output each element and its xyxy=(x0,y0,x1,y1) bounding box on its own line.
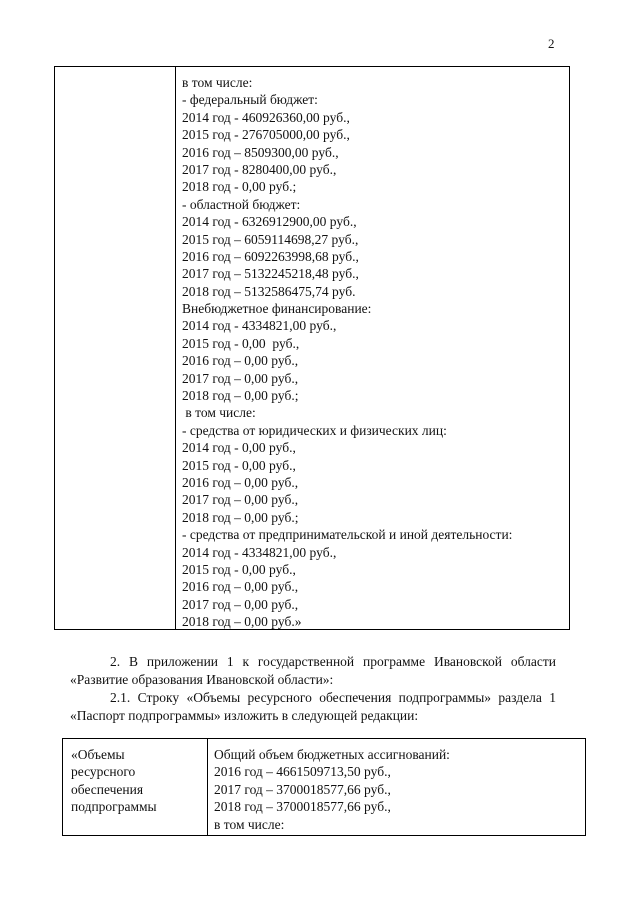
table-line: 2017 год – 5132245218,48 руб., xyxy=(182,266,359,282)
table-column-divider xyxy=(175,67,176,629)
table-line: 2016 год – 0,00 руб., xyxy=(182,474,299,490)
table-line: 2018 год – 0,00 руб.» xyxy=(182,614,302,630)
paragraph-text: 2.1. Строку «Объемы ресурсного обеспечения подпрограммы» раздела 1 «Паспорт подпрограммы» изложить в следующей редакции: xyxy=(70,690,556,723)
table-cell-right xyxy=(214,746,580,833)
table-line: - федеральный бюджет: xyxy=(182,92,318,108)
table-line: 2018 год – 0,00 руб.; xyxy=(182,509,299,525)
table-line: 2015 год – 6059114698,27 руб., xyxy=(182,231,359,247)
subprogram-funding-table xyxy=(62,738,586,836)
table-line: 2018 год – 3700018577,66 руб., xyxy=(214,799,391,815)
table-line: в том числе: xyxy=(182,405,256,421)
table-line: 2016 год – 0,00 руб., xyxy=(182,353,299,369)
table-line: 2018 год - 0,00 руб.; xyxy=(182,179,297,195)
table-line: обеспечения xyxy=(71,781,144,797)
table-line: 2014 год - 0,00 руб., xyxy=(182,440,296,456)
table-line: - областной бюджет: xyxy=(182,196,301,212)
table-line: - средства от юридических и физических лиц: xyxy=(182,422,447,438)
table-line: «Объемы xyxy=(71,747,125,762)
table-line: Внебюджетное финансирование: xyxy=(182,301,372,317)
funding-table-continuation xyxy=(54,66,570,630)
table-line: - средства от предпринимательской и иной деятельности: xyxy=(182,527,513,543)
paragraph-amendment xyxy=(70,653,556,689)
paragraph-text: 2. В приложении 1 к государственной программе Ивановской области «Развитие образования Ивановской области»: xyxy=(70,654,556,687)
table-line: 2015 год - 0,00 руб., xyxy=(182,561,296,577)
table-line: 2017 год – 0,00 руб., xyxy=(182,370,299,386)
table-line: 2017 год – 0,00 руб., xyxy=(182,492,299,508)
table-column-divider xyxy=(207,739,208,835)
table-line: 2018 год – 5132586475,74 руб. xyxy=(182,283,356,299)
table-cell-left xyxy=(71,746,203,816)
table-line: в том числе: xyxy=(214,816,285,832)
table-line: 2016 год – 8509300,00 руб., xyxy=(182,144,339,160)
table-line: 2015 год - 276705000,00 руб., xyxy=(182,127,350,143)
table-line: 2014 год - 460926360,00 руб., xyxy=(182,109,350,125)
page-number: 2 xyxy=(548,36,555,51)
table-line: Общий объем бюджетных ассигнований: xyxy=(214,747,450,762)
table-line: 2016 год – 6092263998,68 руб., xyxy=(182,248,359,264)
table-line: 2018 год – 0,00 руб.; xyxy=(182,388,299,404)
table-line: 2016 год – 0,00 руб., xyxy=(182,579,299,595)
paragraph-subitem xyxy=(70,689,556,725)
table-line: 2014 год - 4334821,00 руб., xyxy=(182,544,337,560)
table-line: 2015 год - 0,00 руб., xyxy=(182,457,296,473)
table-cell-right xyxy=(182,74,567,631)
table-line: в том числе: xyxy=(182,75,253,90)
table-line: 2017 год – 3700018577,66 руб., xyxy=(214,781,391,797)
table-line: 2017 год - 8280400,00 руб., xyxy=(182,161,337,177)
table-line: 2014 год - 4334821,00 руб., xyxy=(182,318,337,334)
table-line: 2016 год – 4661509713,50 руб., xyxy=(214,764,391,780)
table-line: 2014 год - 6326912900,00 руб., xyxy=(182,214,357,230)
table-line: ресурсного xyxy=(71,764,136,780)
table-line: 2015 год - 0,00 руб., xyxy=(182,335,300,351)
table-line: 2017 год – 0,00 руб., xyxy=(182,596,299,612)
table-line: подпрограммы xyxy=(71,799,157,815)
